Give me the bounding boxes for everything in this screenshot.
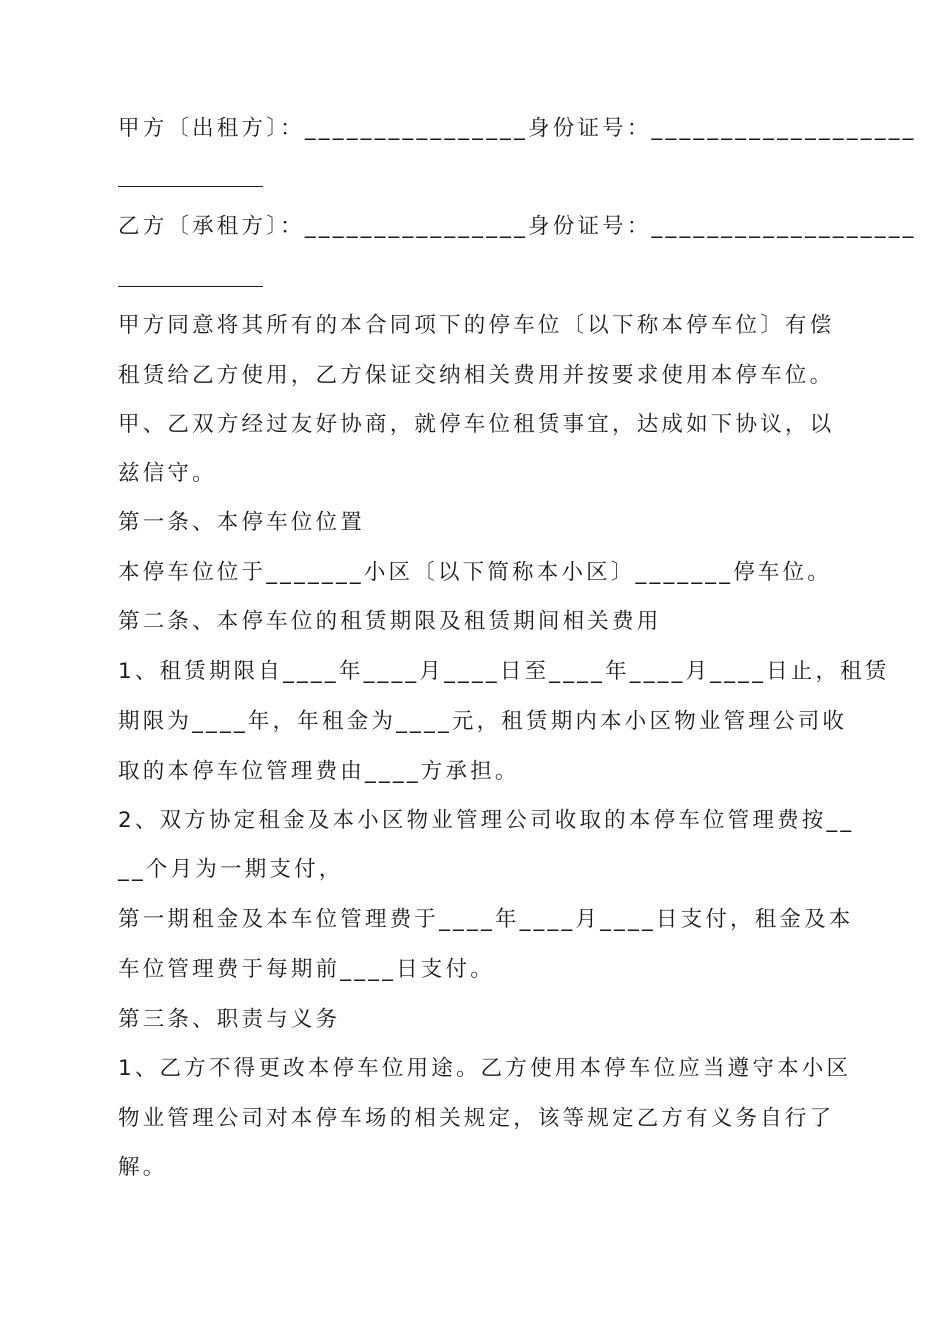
paragraph-line: 1、乙方不得更改本停车位用途。乙方使用本停车位应当遵守本小区 bbox=[118, 1056, 852, 1081]
paragraph-line: 兹信守。 bbox=[118, 461, 217, 486]
section-heading: 第三条、职责与义务 bbox=[118, 1007, 341, 1032]
section-heading: 第二条、本停车位的租赁期限及租赁期间相关费用 bbox=[118, 609, 662, 634]
paragraph-line: 期限为____年，年租金为____元，租赁期内本小区物业管理公司收 bbox=[118, 709, 848, 734]
paragraph-line: 物业管理公司对本停车场的相关规定，该等规定乙方有义务自行了 bbox=[118, 1106, 835, 1131]
paragraph-line: 租赁给乙方使用，乙方保证交纳相关费用并按要求使用本停车位。 bbox=[118, 363, 835, 388]
paragraph-line: 甲方同意将其所有的本合同项下的停车位〔以下称本停车位〕有偿 bbox=[118, 313, 835, 338]
party-a-line: 甲方〔出租方〕：________________身份证号：___________________ bbox=[118, 116, 917, 141]
paragraph-line: __个月为一期支付， bbox=[118, 857, 344, 882]
party-b-line: 乙方〔承租方〕：________________身份证号：___________________ bbox=[118, 214, 917, 239]
section-heading: 第一条、本停车位位置 bbox=[118, 510, 366, 535]
paragraph-line: 1、租赁期限自____年____月____日至____年____月____日止，租赁 bbox=[118, 659, 890, 684]
paragraph-line: 2、双方协定租金及本小区物业管理公司收取的本停车位管理费按__ bbox=[118, 808, 855, 833]
paragraph-line: 车位管理费于每期前____日支付。 bbox=[118, 957, 495, 982]
paragraph-line: 第一期租金及本车位管理费于____年____月____日支付，租金及本 bbox=[118, 907, 854, 932]
paragraph-line: 取的本停车位管理费由____方承担。 bbox=[118, 759, 520, 784]
party-b-blank-continuation bbox=[118, 286, 263, 287]
paragraph-line: 解。 bbox=[118, 1155, 168, 1180]
paragraph-line: 甲、乙双方经过友好协商，就停车位租赁事宜，达成如下协议，以 bbox=[118, 412, 835, 437]
paragraph-line: 本停车位位于_______小区〔以下简称本小区〕_______停车位。 bbox=[118, 560, 833, 585]
party-a-blank-continuation bbox=[118, 186, 263, 187]
